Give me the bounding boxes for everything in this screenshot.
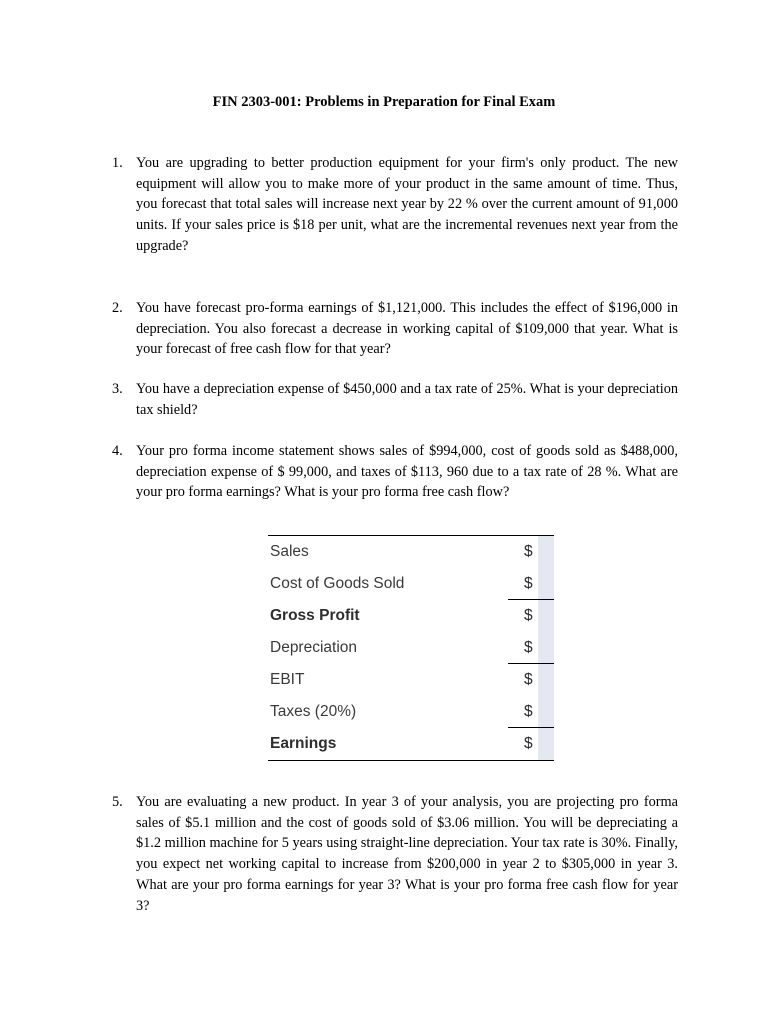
problem-text: You are upgrading to better production equipment for your firm's only product. The new equipment will allow you to make more of your product in the same amount of time. Thus, you forecast that total sales will increase next year by 22 % over the current amount of 91,000 units. If your sales price is $18 per unit, what are the incremental revenues next year from the upgrade? [136, 155, 678, 254]
row-label: Taxes (20%) [270, 703, 357, 720]
row-label: Sales [270, 543, 309, 560]
row-label: Gross Profit [270, 607, 360, 624]
problem-1 [112, 153, 678, 257]
income-row-depreciation [268, 632, 554, 664]
input-shade [538, 664, 554, 696]
input-shade [538, 696, 554, 728]
income-row-earnings [268, 728, 554, 760]
row-label: Depreciation [270, 639, 358, 656]
document-title: FIN 2303-001: Problems in Preparation for Final Exam [212, 94, 556, 110]
problem-2 [112, 298, 678, 360]
income-row-ebit [268, 664, 554, 696]
currency-symbol: $ [524, 575, 533, 592]
problem-4 [112, 441, 678, 503]
income-statement-table [268, 535, 554, 761]
input-shade [538, 632, 554, 664]
input-shade [538, 728, 554, 760]
problem-5 [112, 792, 678, 916]
income-row-sales [268, 536, 554, 568]
currency-symbol: $ [524, 735, 533, 752]
problem-number: 2. [112, 300, 123, 316]
value-cell [508, 696, 554, 728]
problem-text: You have forecast pro-forma earnings of $1,121,000. This includes the effect of $196,000 in depreciation. You also forecast a decrease in working capital of $109,000 that year. What is your forecast of free cash flow for that year? [136, 300, 678, 358]
income-row-taxes [268, 696, 554, 728]
currency-symbol: $ [524, 543, 533, 560]
value-cell [508, 536, 554, 568]
problem-text: You are evaluating a new product. In year 3 of your analysis, you are projecting pro forma sales of $5.1 million and the cost of goods sold of $3.06 million. You will be depreciating a $1.2 million machine for 5 years using straight-line depreciation. Your tax rate is 30%. Finally, you expect net working capital to increase from $200,000 in year 2 to $305,000 in year 3. What are your pro forma earnings for year 3? What is your pro forma free cash flow for year 3? [136, 794, 678, 914]
problem-number: 1. [112, 155, 123, 171]
value-cell [508, 664, 554, 696]
value-cell [508, 728, 554, 760]
input-shade [538, 536, 554, 568]
currency-symbol: $ [524, 703, 533, 720]
currency-symbol: $ [524, 639, 533, 656]
value-cell [508, 600, 554, 632]
row-label: Cost of Goods Sold [270, 575, 405, 592]
value-cell [508, 632, 554, 664]
currency-symbol: $ [524, 607, 533, 624]
income-row-cogs [268, 568, 554, 600]
problem-number: 3. [112, 381, 123, 397]
row-label: EBIT [270, 671, 305, 688]
problem-3 [112, 379, 678, 420]
problem-text: You have a depreciation expense of $450,000 and a tax rate of 25%. What is your depreciation tax shield? [136, 381, 678, 418]
row-label: Earnings [270, 735, 337, 752]
currency-symbol: $ [524, 671, 533, 688]
income-row-gross-profit [268, 600, 554, 632]
problem-number: 4. [112, 443, 123, 459]
problem-number: 5. [112, 794, 123, 810]
input-shade [538, 600, 554, 632]
problem-text: Your pro forma income statement shows sales of $994,000, cost of goods sold as $488,000, depreciation expense of $ 99,000, and taxes of $113, 960 due to a tax rate of 28 %. What are your pro forma earnings? What is your pro forma free cash flow? [136, 443, 678, 501]
input-shade [538, 568, 554, 600]
value-cell [508, 568, 554, 600]
